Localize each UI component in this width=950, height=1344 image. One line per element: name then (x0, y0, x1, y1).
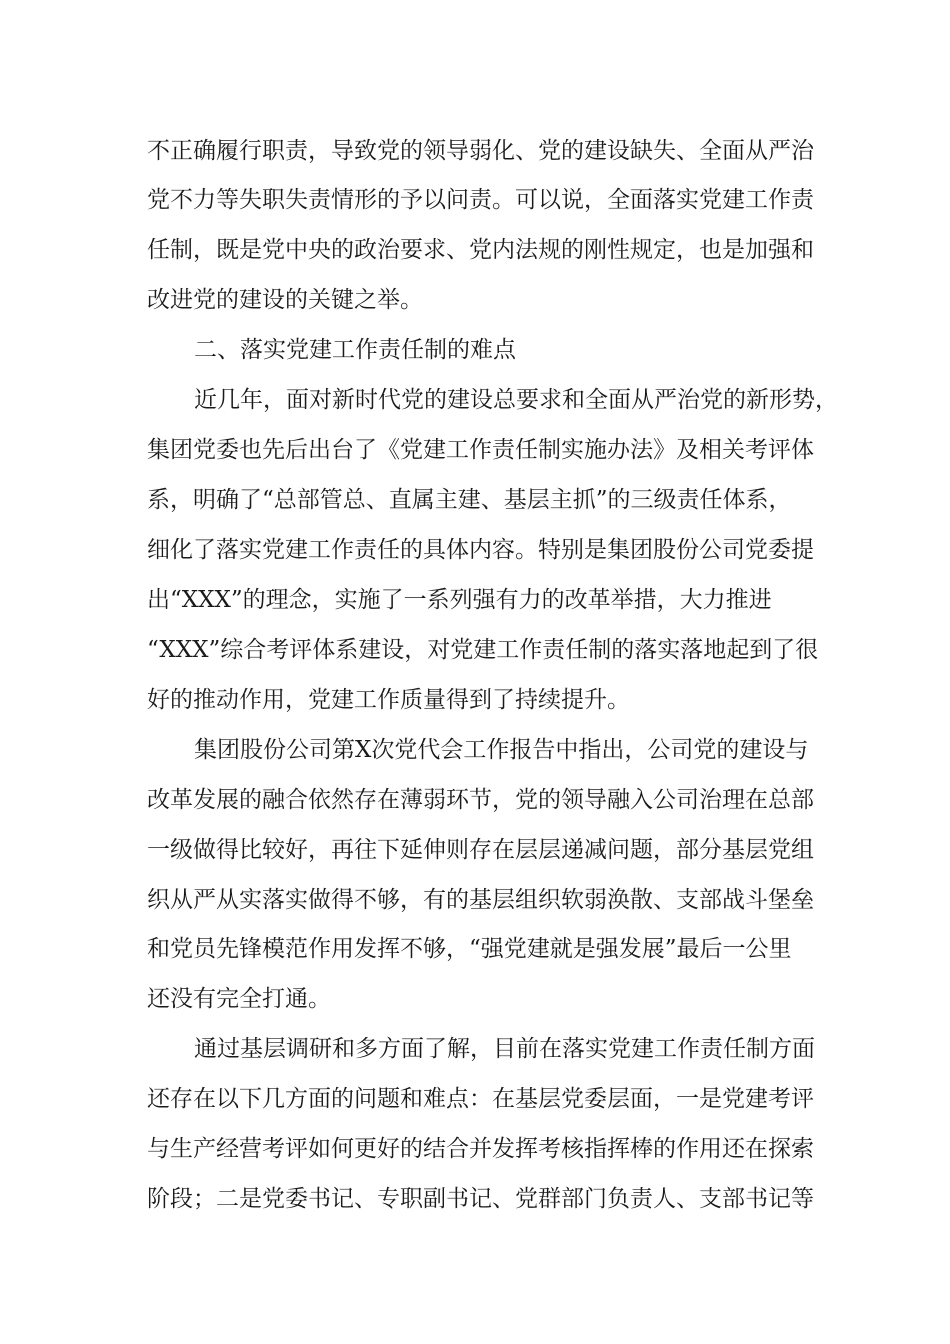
text-line: 好的推动作用，党建工作质量得到了持续提升。 (147, 687, 630, 713)
text-line: 党不力等失职失责情形的予以问责。可以说，全面落实党建工作责 (147, 187, 814, 213)
text-line: 织从严从实落实做得不够，有的基层组织软弱涣散、支部战斗堡垒 (147, 887, 814, 913)
text-line: 和党员先锋模范作用发挥不够，“强党建就是强发展”最后一公里 (147, 936, 792, 962)
text-line: 集团党委也先后出台了《党建工作责任制实施办法》及相关考评体 (147, 437, 814, 463)
text-line: 细化了落实党建工作责任的具体内容。特别是集团股份公司党委提 (147, 537, 814, 563)
text-line: 不正确履行职责，导致党的领导弱化、党的建设缺失、全面从严治 (147, 138, 814, 164)
text-line: 通过基层调研和多方面了解，目前在落实党建工作责任制方面 (194, 1036, 815, 1062)
text-line: 改革发展的融合依然存在薄弱环节，党的领导融入公司治理在总部 (147, 787, 814, 813)
text-line: 集团股份公司第X次党代会工作报告中指出，公司党的建设与 (194, 737, 809, 763)
text-line: 改进党的建设的关键之举。 (147, 287, 423, 313)
text-line: 任制，既是党中央的政治要求、党内法规的刚性规定，也是加强和 (147, 237, 814, 263)
text-line: 阶段；二是党委书记、专职副书记、党群部门负责人、支部书记等 (147, 1186, 814, 1212)
text-line: 一级做得比较好，再往下延伸则存在层层递减问题，部分基层党组 (147, 837, 814, 863)
text-line: 还没有完全打通。 (147, 986, 331, 1012)
text-line: 系，明确了“总部管总、直属主建、基层主抓”的三级责任体系， (147, 487, 792, 513)
section-heading: 二、落实党建工作责任制的难点 (194, 337, 516, 363)
text-line: 出“XXX”的理念，实施了一系列强有力的改革举措，大力推进 (147, 587, 772, 613)
text-line: 还存在以下几方面的问题和难点：在基层党委层面，一是党建考评 (147, 1086, 814, 1112)
text-line: 近几年，面对新时代党的建设总要求和全面从严治党的新形势， (194, 387, 838, 413)
text-line: 与生产经营考评如何更好的结合并发挥考核指挥棒的作用还在探索 (147, 1136, 814, 1162)
text-line: “XXX”综合考评体系建设，对党建工作责任制的落实落地起到了很 (147, 637, 819, 663)
